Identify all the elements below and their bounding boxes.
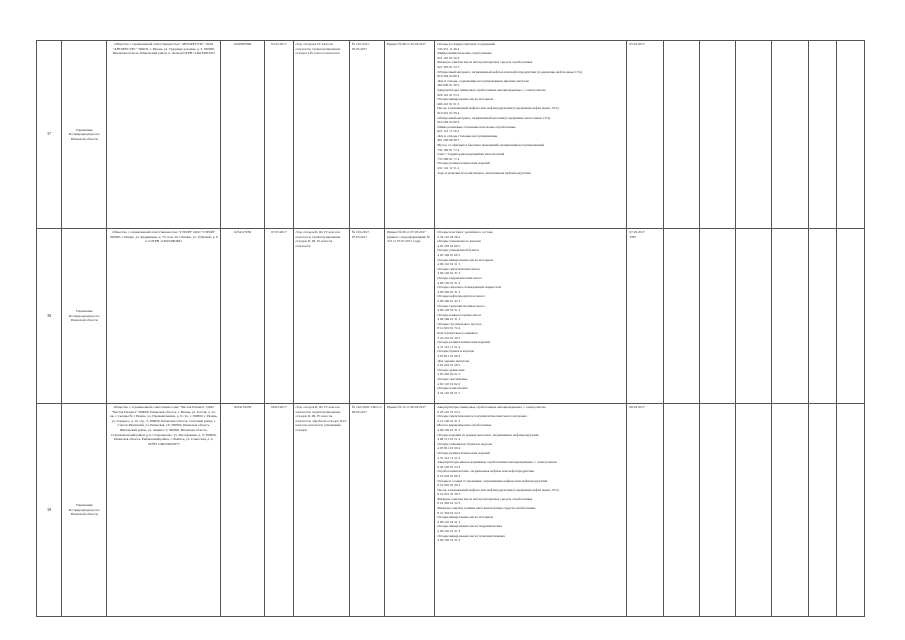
valid-to: [663, 229, 699, 404]
waste-entry: Отходы строительного мусора: [437, 321, 482, 326]
empty-cell: [808, 41, 836, 229]
waste-entry: 743 451 11 49 4: [437, 46, 460, 51]
waste-entry: Обтирочный материал, загрязненный нефтью или нефтепродуктами (содержание нефти менее 15%): [437, 69, 583, 74]
inn: 6234117050: [221, 229, 265, 404]
empty-cell: [808, 404, 836, 617]
empty-cell: [736, 229, 772, 404]
licensing-authority: Управление Росприроднадзора по Рязанской области: [62, 229, 107, 404]
waste-entry: Фильтры очистки масла автотранспортных средств отработанные: [437, 496, 533, 501]
waste-entry: Аккумуляторы никель-кадмиевые отработанные неповрежденные, с электролитом: [437, 460, 557, 465]
waste-entry: 919 204 02 60 4: [437, 74, 460, 79]
table-row: [37, 404, 865, 617]
waste-entry: 431 141 11 51 4: [437, 166, 460, 171]
waste-entry: 4 06 120 02 31 3: [437, 308, 461, 313]
waste-entry: 4 06 150 01 31 3: [437, 427, 461, 432]
waste-entry: Отходы нефтепродуктов и масел: [437, 294, 485, 299]
waste-entry: 920 110 01 53 2: [437, 92, 460, 97]
waste-entry: 4 13 100 01 31 3: [437, 418, 461, 423]
waste-entry: 4 05 183 01 60 5: [437, 243, 461, 248]
registration-date: 07.03.2017: [265, 229, 293, 404]
empty-cell: [699, 41, 735, 229]
empty-cell: [836, 229, 864, 404]
waste-entry: 4 06 120 01 31 3: [437, 529, 461, 534]
empty-cell: [736, 41, 772, 229]
waste-entry: 3 43 210 01 20 5: [437, 335, 461, 340]
waste-entry: 9 19 201 01 39 3: [437, 492, 461, 497]
empty-cell: [772, 41, 808, 229]
registration-date: 05.03.2017: [265, 41, 293, 229]
note: ТНЗ: [629, 234, 636, 239]
row-number: 39: [37, 404, 62, 617]
waste-entry: 9 19 205 01 39 3: [437, 483, 461, 488]
waste-entry: Отходы резинотехнических изделий: [437, 161, 490, 166]
waste-list: [435, 229, 627, 404]
waste-list: [435, 404, 627, 617]
waste-entry: 4 31 141 11 51 4: [437, 344, 461, 349]
activity-type: сбор отходов I-IV классов опасности, транспортирование отходов I-IV класса опасности: [293, 41, 349, 229]
waste-entry: Шины резиновые сплошные или полые отработанные: [437, 124, 516, 129]
license-number: № 162-2017, 05.03.2017: [349, 41, 384, 229]
activity-type: сбор отходов II, III, IV классов опасности, транспортирование отходов II, III, IV классов опасности: [293, 229, 349, 404]
waste-entry: 919 204 02 60 4: [437, 120, 460, 125]
license-number: № 162-2016, СПО от 06.03.2017: [349, 404, 384, 617]
waste-entry: Отходы полиэтилена: [437, 386, 468, 391]
empty-cell: [699, 404, 735, 617]
waste-entry: Лом и отходы стальные несортированные: [437, 133, 498, 138]
valid-from: 05.03.2017: [627, 41, 663, 229]
activity-type: сбор отходов II, III, IV классов опасности, транспортирование отходов II, III, IV классов опасности, обработка отходов II-IV классов опасности, утилизация отходов: [293, 404, 349, 617]
waste-entry: Отходы упаковки из бумаги и картона: [437, 441, 493, 446]
inn: 6234153530: [221, 404, 265, 617]
waste-entry: Отходы и осадки от промывки, загрязненные нефтью или нефтепродуктами: [437, 478, 548, 483]
waste-entry: 4 06 350 01 31 3: [437, 289, 461, 294]
decision: Приказ № 68 от 05.03.2017: [385, 41, 435, 229]
waste-entry: 733 390 01 71 4: [437, 156, 460, 161]
license-register-table: [36, 40, 865, 617]
waste-entry: 4 05 182 01 60 5: [437, 252, 461, 257]
empty-cell: [699, 229, 735, 404]
valid-from: 06.03.2017: [627, 404, 663, 617]
waste-entry: Аккумуляторы свинцовые отработанные неповрежденные, с электролитом: [437, 405, 546, 409]
waste-entry: Обтирочный материал, загрязненный маслами (содержание масел менее 15%): [437, 115, 551, 120]
waste-entry: Шины пневматические отработанные: [437, 51, 492, 56]
register-sheet: [36, 40, 865, 612]
waste-entry: Смет с территории предприятия малоопасный: [437, 152, 505, 157]
waste-entry: Лом черных металлов: [437, 358, 470, 363]
waste-entry: Отходы минеральных масел моторных: [437, 515, 494, 520]
waste-entry: Отходы минеральных масел моторных: [437, 257, 494, 262]
row-number: 37: [37, 41, 62, 229]
empty-cell: [772, 404, 808, 617]
waste-entry: Песок, загрязненный нефтью или нефтепродуктами (содержание нефти менее 15%): [437, 106, 559, 111]
license-holder: Общество с ограниченной ответственностью "Чистая Планета" ООО "Чистая Планета" 390000, Рязанская область, г. Рязань, ул. Гоголя, д. 22, кв. 1 Склады № 1 Рязань, ул. Промышленная, д. 8, стр. 1 390000, г. Рязань, ул. Горького, д. 10, стр. 3; 390000, Рязанская область, Спасский район, г. Спасск-Рязанский, ул. Рязанская, 10; 390000, Рязанская область, Шиловский район, ул. Ленина, 5; 390000, Рязанская область, Старожиловский район, р.п. Старожилово, ул. Молодежная, д. 5; 390000, Рязанская область, Рыбновский район, г. Рыбное, ул. Советская, д. 4. ОГРН 1166234001873: [107, 404, 221, 617]
row-number: 38: [37, 229, 62, 404]
waste-entry: 4 06 190 01 42 3: [437, 298, 461, 303]
waste-entry: Отходы древесные: [437, 367, 465, 372]
waste-entry: Бой строительного кирпича: [437, 331, 478, 336]
waste-entry: 462 000 01 20 5: [437, 83, 460, 88]
waste-entry: 9 21 303 01 52 3: [437, 510, 461, 515]
waste-entry: Отходы упаковочной бумаги: [437, 248, 479, 253]
waste-entry: 4 31 141 11 51 4: [437, 455, 461, 460]
valid-to: [663, 404, 699, 617]
waste-entry: 9 20 120 01 53 2: [437, 464, 461, 469]
waste-entry: Отходы бумаги и картона: [437, 349, 475, 354]
waste-entry: 4 02 110 01 62 4: [437, 381, 461, 386]
empty-cell: [736, 404, 772, 617]
waste-entry: 4 34 110 02 29 4: [437, 234, 461, 239]
waste-entry: Отходы синтетических и полусинтетических масел моторных: [437, 414, 527, 419]
waste-entry: Отходы минеральных масел гидравлических: [437, 524, 503, 529]
waste-list: [435, 41, 627, 229]
waste-entry: 4 06 150 01 31 3: [437, 280, 461, 285]
waste-entry: Фильтры очистки топлива автотранспортных средств отработанные: [437, 506, 536, 511]
waste-entry: 9 20 110 01 53 2: [437, 409, 461, 414]
waste-entry: Отходы пластмасс различного состава: [437, 230, 493, 234]
waste-entry: Отходы смазочно-охлаждающих жидкостей: [437, 285, 501, 290]
licensing-authority: Управление Росприроднадзора по Рязанской области: [62, 41, 107, 229]
waste-entry: 3 05 220 04 21 5: [437, 372, 461, 377]
waste-entry: 919 201 02 39 4: [437, 110, 460, 115]
waste-entry: 4 06 110 01 31 3: [437, 519, 461, 524]
waste-entry: Отходы минеральных масел трансмиссионных: [437, 533, 505, 538]
license-holder: Общество с ограниченной ответственностью "АВТОРЕСУРС" ООО "АВТОРЕСУРС" 390035, г. Рязань, ул. Трудовые резервы, д. 3, 390000, Рязанская область, Шиловский район, п. Лесной ОГРН 1146234003223: [107, 41, 221, 229]
waste-entry: Отходы изделий из черных металлов, загрязненные нефтепродуктами: [437, 432, 539, 437]
waste-entry: 4 61 010 01 20 5: [437, 363, 461, 368]
waste-entry: Отходы минеральных масел моторных: [437, 97, 494, 102]
waste-entry: 921 303 01 52 3: [437, 64, 460, 69]
waste-entry: Отходы трансмиссионных масел: [437, 303, 485, 308]
waste-entry: Отходы резинотехнических изделий: [437, 340, 490, 345]
table-row: [37, 41, 865, 229]
waste-entry: Масла гидравлические отработанные: [437, 423, 492, 428]
waste-entry: 921 110 01 50 4: [437, 55, 460, 60]
empty-cell: [836, 404, 864, 617]
decision: Приказ № 69 от 07.03.2017 (приказ о переоформлении № 313 от 07.07.2017 года): [385, 229, 435, 404]
waste-entry: 921 112 11 50 4: [437, 129, 460, 134]
waste-entry: 4 05 811 01 60 4: [437, 446, 461, 451]
license-holder: Общество с ограниченной ответственностью "СТРОЙ" ООО "СТРОЙ" 390000, г. Рязань, ул. Кудрявцева, д. 73, пом. 20 г. Рязань, ул. Зубковой, д. 8 к.2 ОГРН 1136234004691: [107, 229, 221, 404]
waste-entry: 8 12 901 01 72 4: [437, 326, 461, 331]
waste-entry: Лом и отходы, содержащие несортированные цветные металлы: [437, 78, 529, 83]
licensing-authority: Управление Росприроднадзора по Рязанской области: [62, 404, 107, 617]
waste-entry: 9 19 204 01 60 3: [437, 473, 461, 478]
valid-to: [663, 41, 699, 229]
waste-entry: 406 110 01 31 3: [437, 101, 460, 106]
waste-entry: Тара и упаковка из полиэтилена, загрязненная нефтепродуктами: [437, 170, 531, 175]
waste-entry: 9 21 302 01 52 3: [437, 501, 461, 506]
waste-entry: Отходы компрессорных масел: [437, 312, 482, 317]
waste-entry: 4 34 110 03 51 5: [437, 390, 461, 395]
valid-from: [627, 229, 663, 404]
waste-entry: Мусор от офисных и бытовых помещений организаций несортированный: [437, 143, 545, 148]
waste-entry: 4 68 111 01 51 4: [437, 437, 460, 442]
waste-entry: 4 06 110 01 31 3: [437, 262, 461, 267]
empty-cell: [772, 229, 808, 404]
waste-entry: 4 06 166 01 31 3: [437, 317, 461, 322]
registration-date: 06.03.2017: [265, 404, 293, 617]
inn: 6230087096: [221, 41, 265, 229]
waste-entry: 461 200 99 20 5: [437, 138, 460, 143]
waste-entry: Аккумуляторы свинцовые отработанные неповрежденные, с электролитом: [437, 87, 546, 92]
waste-entry: Отходы текстильные: [437, 377, 468, 381]
waste-entry: Песок, загрязненный нефтью или нефтепродуктами (содержание нефти менее 15%): [437, 487, 559, 492]
waste-entry: 4 06 150 01 31 3: [437, 538, 461, 543]
license-number: № 163-2017, 07.03.2017: [349, 229, 384, 404]
waste-entry: 733 100 01 72 4: [437, 147, 460, 152]
decision: Приказ № 52 от 06.03.2017: [385, 404, 435, 617]
table-row: [37, 229, 865, 404]
empty-cell: [808, 229, 836, 404]
waste-entry: Отходы гидравлических масел: [437, 275, 482, 280]
waste-entry: Отходы (осадки) очистных сооружений: [437, 42, 495, 46]
waste-entry: 4 06 120 01 31 3: [437, 271, 461, 276]
waste-entry: Отходы упаковочного картона: [437, 239, 481, 244]
waste-entry: Фильтры очистки масла автотранспортных средств отработанные: [437, 60, 533, 65]
waste-entry: Отходы синтетических масел: [437, 266, 480, 271]
empty-cell: [836, 41, 864, 229]
waste-entry: Отработанная ветошь, загрязненная нефтью или нефтепродуктами: [437, 469, 535, 474]
waste-entry: 4 05 811 01 60 4: [437, 354, 461, 359]
waste-entry: Отходы резинотехнических изделий: [437, 450, 490, 455]
valid-from-date: 07.03.2017: [629, 230, 645, 234]
